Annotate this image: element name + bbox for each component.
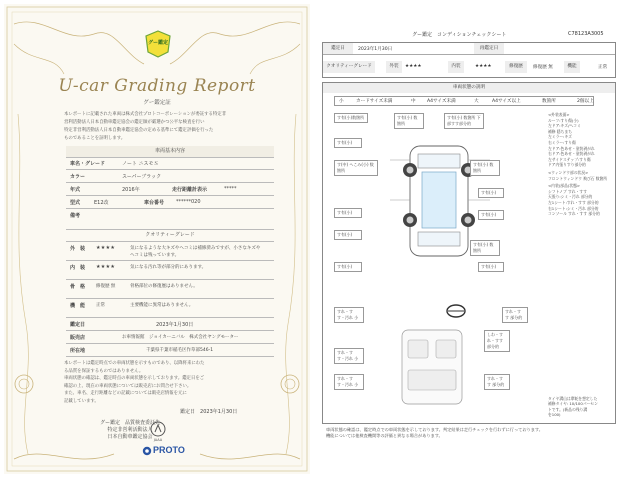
grade-function-label: 機能 [564,61,580,73]
callout-right-1: す有(小) 数箇所 [470,160,500,176]
callout-left-5: す有(小) [334,230,362,240]
callout-right-3: す有(小) [478,210,504,220]
steering-wheel-icon [446,304,466,318]
size-medium-label: 中 [411,99,416,104]
quality-frame-row: 骨 格 修復歴 無 骨格部位の修復歴はありません。 [66,280,274,299]
grade-label-cell: クオリティーグレード [323,61,375,73]
interior-callout-3: しわ・すれ・すす 部分的 [484,330,510,352]
grade-exterior-label: 外装 [386,61,402,73]
jaaa-emblem: JAAA [150,421,166,437]
grading-certificate: グー鑑定 U-car Grading Report グー鑑定証 本レポートに記載された車両は株式会社プロトコーポレーションが委託する特定非 営利活動法人日本自動車鑑定協会の鑑定師が厳選かつ公平な検査を行い 特定非営利活動法人日本自動車鑑定協会の定める基準にて鑑定評価を行った ものであることを証明します。 車両基本内容 車名・グレード ノート ニスモＳ カラー スーパーブラック 年式 2016年 走行距離計表示 ***** 型式 E12改 車台番号 ******020 備考 クオリティーグレード 外 装 ★★★★ 気になるような大キズやヘコミは補修済みですが、小さなキズや ヘコミは残っています。 内 装 ★★★★ 気になる汚れ等が部分的にあります。 骨 格 修復歴 無 骨格部位の修復歴はありません。 機 能 正常 主要機能に異常はありません。 鑑定日 2023年1月30日 販売店 お車情報館 ジョイカーニバル 株式会社ヤングモーター 所在地 千葉県千葉市稲毛区作草部546-1 本レポートは鑑定時点での車両状態を示すものであり、以降将来にわた る品質を保証するものではありません。 車両状態の確認は、鑑定時点の車両状態を示しております。鑑定日をご 確認の上、現在の車両状態については販売店にお問合せ下さい。 また、車名、走行距離などの記載については販売店情報を元に 記載しています。 鑑定日 2023年1月30日 グー鑑定 品質検査委託先 特定非営利活動法人 日本自動車鑑定協会 JAAA PROTO [4,4,310,474]
callout-right-4: す有(小) 数箇所 [470,240,500,256]
callout-left-3: す(中) へこみ(小) 数箇所 [334,160,378,176]
grade-interior-value: ★★★★ [475,64,492,69]
size-large-label: 大 [474,99,479,104]
interior-callout-2: すれ・すす 部分的 [502,307,528,323]
grade-exterior-value: ★★★★ [405,64,422,69]
date-label-cell: 鑑定日 [323,43,353,54]
quality-interior-row: 内 装 ★★★★ 気になる汚れ等が部分的にあります。 [66,261,274,280]
date-value: 2023年1月30日 [358,47,393,52]
interior-callout-6: すれ・すす 部分的 [484,374,510,390]
grade-function-value: 正常 [598,65,608,70]
report-title: U-car Grading Report [58,76,256,96]
callout-left-1: す有(小)数箇所 [334,113,368,123]
callout-top-1: す有(小) 数箇所 [394,113,424,129]
grade-repair-value: 修復歴 無 [533,65,553,70]
vehicle-color-row: カラー スーパーブラック [66,170,274,183]
issue-date: 鑑定日 2023年1月30日 [180,409,238,415]
sheet-title: グー鑑定 コンディションチェックシート [412,32,507,38]
size-small-label: 小 [339,99,344,104]
legend-two-plus: 2個以上 [577,99,594,104]
report-subtitle: グー鑑定証 [143,100,171,106]
reinspect-label-cell: 再鑑定日 [474,43,504,54]
vehicle-year-row: 年式 2016年 走行距離計表示 ***** [66,183,274,196]
interior-callout-1: すれ・すす・汚れ 小 [334,307,364,323]
vehicle-section-header: 車両基本内容 [66,146,274,158]
quality-function-row: 機 能 正常 主要機能に異常はありません。 [66,299,274,318]
tire-note: タイヤ溝山は摩耗を想定した 補修タイヤ: 10/100パーセン トです。(新品の残り溝 を100) [548,396,598,418]
car-interior-diagram [392,326,472,406]
sheet-code: C78123A3005 [568,31,604,37]
quality-section-header: クオリティーグレード [66,230,274,242]
goo-kantei-badge: グー鑑定 [145,30,171,58]
organization-block: グー鑑定 品質検査委託先 特定非営利活動法人 日本自動車鑑定協会 [99,420,160,440]
vehicle-remarks-row: 備考 [66,209,274,230]
sheet-footer-note: 車両状態の確認は、鑑定時点での車両状態を示しております。判定結果は走行チェックを行わずに行っております。 機能については他検査機関等の評価と異なる場合があります。 [326,427,543,438]
size-small-desc: カードサイズ未満 [356,99,393,104]
quality-exterior-row: 外 装 ★★★★ 気になるような大キズやヘコミは補修済みですが、小さなキズや ヘコミは残っています。 [66,242,274,261]
callout-right-2: す有(小) [478,188,504,198]
callout-top-2: す有(小) 数箇所 下部すす部分的 [444,113,484,129]
notes-paragraph: 本レポートは鑑定時点での車両状態を示すものであり、以降将来にわた る品質を保証するものではありません。 車両状態の確認は、鑑定時点の車両状態を示しております。鑑定日をご 確認の上、現在の車両状態については販売店にお問合せ下さい。 また、車名、走行距離などの記載については販売店情報を元に 記載しています。 [64,361,205,404]
grade-interior-label: 内装 [448,61,464,73]
callout-left-6: す有(小) [334,262,362,272]
grade-repair-label: 修復歴 [505,61,527,73]
intro-paragraph: 本レポートに記載された車両は株式会社プロトコーポレーションが委託する特定非 営利活動法人日本自動車鑑定協会の鑑定師が厳選かつ公平な検査を行い 特定非営利活動法人日本自動車鑑定協会の定める基準にて鑑定評価を行った ものであることを証明します。 [64,112,227,141]
callout-right-5: す有(小) [478,262,504,272]
legend-several: 数箇所 [542,99,556,104]
interior-callout-5: すれ・すす・汚れ 小 [334,374,364,390]
vehicle-model-row: 型式 E12改 車台番号 ******020 [66,196,274,209]
vehicle-name-row: 車名・グレード ノート ニスモＳ [66,157,274,170]
address-row: 所在地 千葉県千葉市稲毛区作草部546-1 [66,344,274,357]
inspection-date-row: 鑑定日 2023年1月30日 [66,318,274,331]
size-large-desc: A4サイズ以上 [492,99,521,104]
size-medium-desc: A4サイズ未満 [427,99,456,104]
callout-left-2: す有(小) [334,138,362,148]
callout-left-4: す有(小) [334,208,362,218]
exterior-notes: <外装表面> ルーフ:すり傷(小) 左ドア:キズ/ヘコミ 補修 隠ちまち 左ミラー:キズ 右ミラー:すり傷 左ドア:色あせ・塗装剥がれ 右ドア:色あせ・塗装剥がれ 左サイドステップ:すり傷 ドア内張りすり部分的 <ウィンドウ部の状況> フロントウィンドウ 飛び石 数箇所 <内装(部品)状態> シフトノブ すれ・すす 天張り:シミ・汚れ 部分的 左1シート:すれ・すす 部分的 右1シート:シミ・汚れ 部分的 コンソール すれ・すす 部分的 [548,112,608,217]
explain-header: 車両状態の説明 [323,83,615,93]
dealer-row: 販売店 お車情報館 ジョイカーニバル 株式会社ヤングモーター [66,331,274,344]
interior-callout-4: すれ・すす・汚れ 小 [334,348,364,364]
